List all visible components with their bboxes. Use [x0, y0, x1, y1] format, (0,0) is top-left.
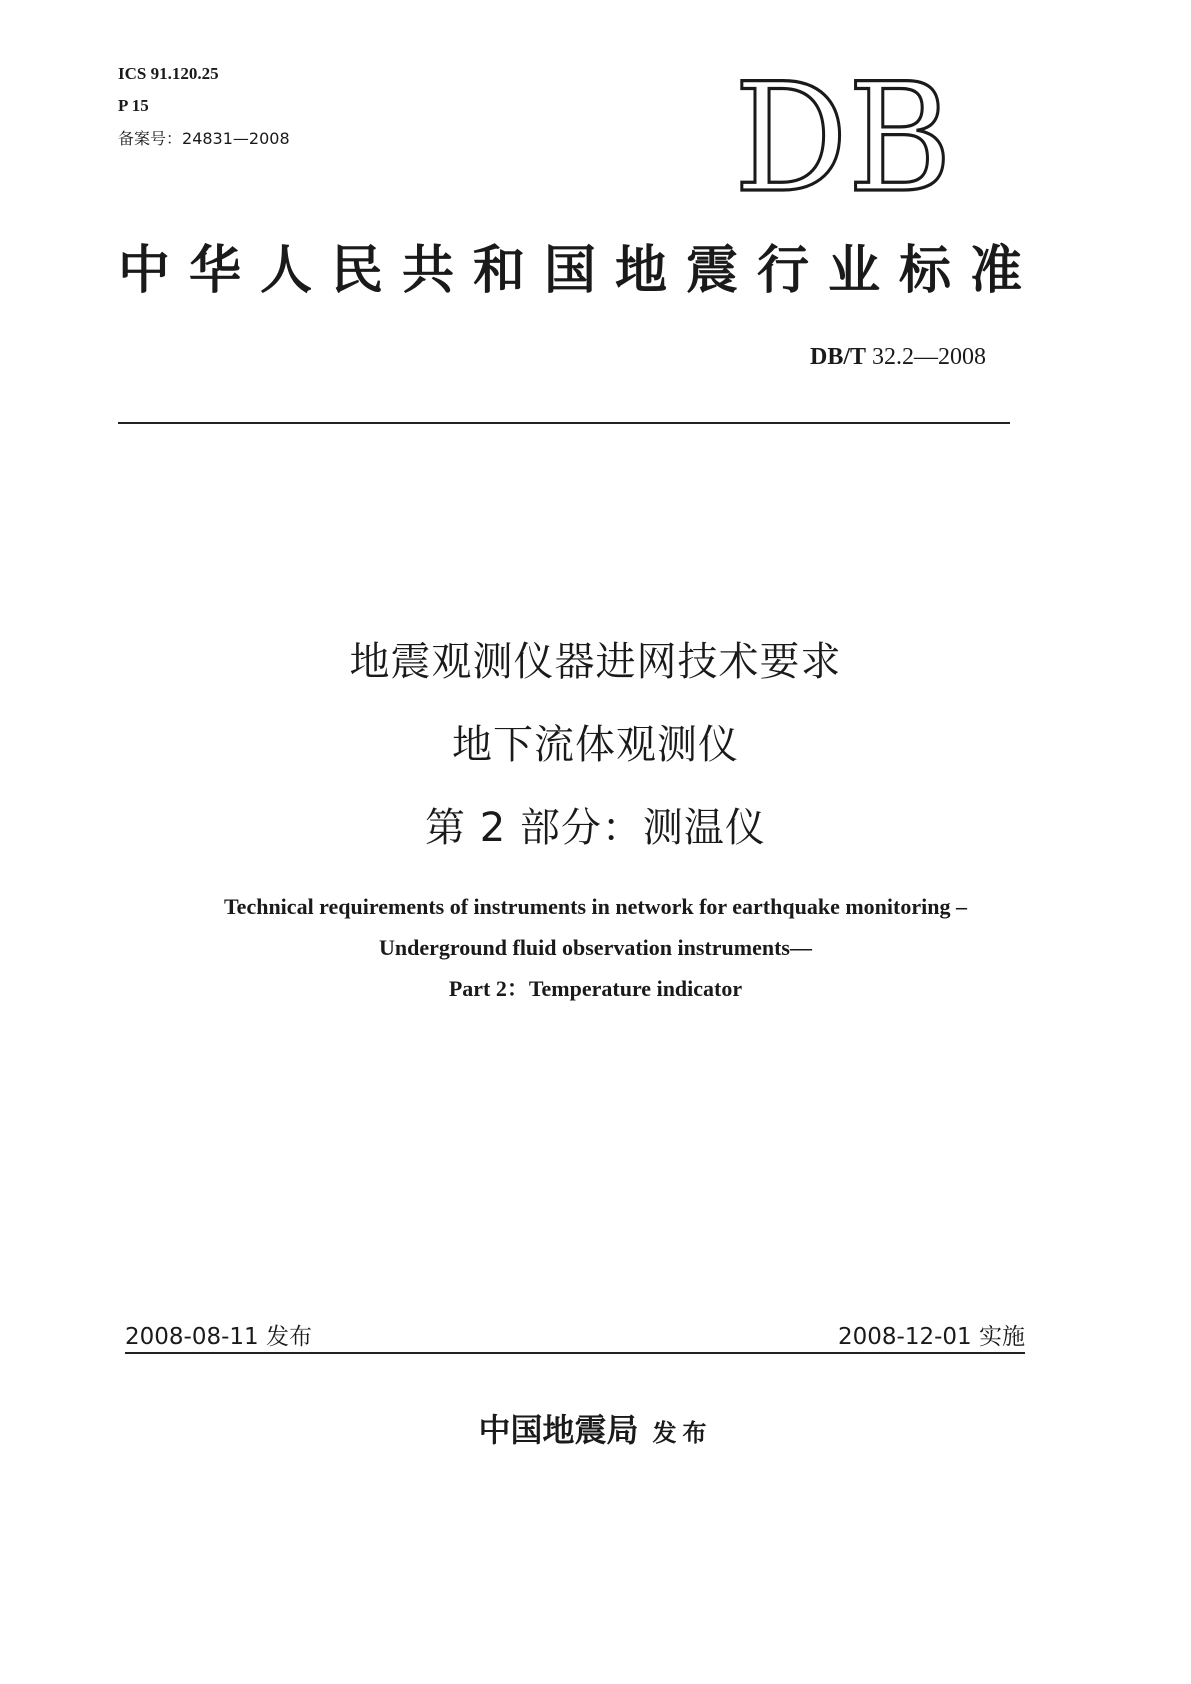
- filing-number: 24831—2008: [182, 129, 290, 148]
- standard-number: [810, 343, 986, 371]
- publisher-line: [0, 1405, 1191, 1451]
- title-cn-line-1: 地震观测仪器进网技术要求: [349, 639, 842, 685]
- title-en-line-3: Part 2：Temperature indicator: [448, 976, 743, 1001]
- footer-divider: [125, 1352, 1025, 1354]
- publisher-name: 中国地震局: [478, 1411, 639, 1449]
- effective-date: 2008-12-01 实施: [838, 1324, 1025, 1350]
- title-en-line-1: Technical requirements of instruments in network for earthquake monitoring –: [224, 894, 967, 919]
- db-logo: [728, 70, 958, 200]
- ics-code: ICS 91.120.25: [118, 64, 219, 83]
- title-cn-line-3: 第 2 部分：测温仪: [425, 805, 766, 851]
- title-en-line-2: Underground fluid observation instruments—: [379, 935, 812, 960]
- title-cn-line-2: 地下流体观测仪: [452, 722, 739, 768]
- publisher-action: 发布: [652, 1419, 713, 1447]
- db-logo-text: DB: [734, 70, 952, 200]
- header-divider: [118, 422, 1010, 424]
- ccs-code: P 15: [118, 96, 149, 115]
- standard-number-prefix: DB/T: [809, 344, 866, 370]
- issue-date: 2008-08-11 发布: [125, 1324, 312, 1350]
- filing-number-line: [118, 129, 290, 149]
- filing-label: 备案号：: [118, 129, 183, 148]
- standard-category-title: 中华人民共和国地震行业标准: [118, 240, 1042, 301]
- standard-number-value: 32.2—2008: [866, 344, 986, 370]
